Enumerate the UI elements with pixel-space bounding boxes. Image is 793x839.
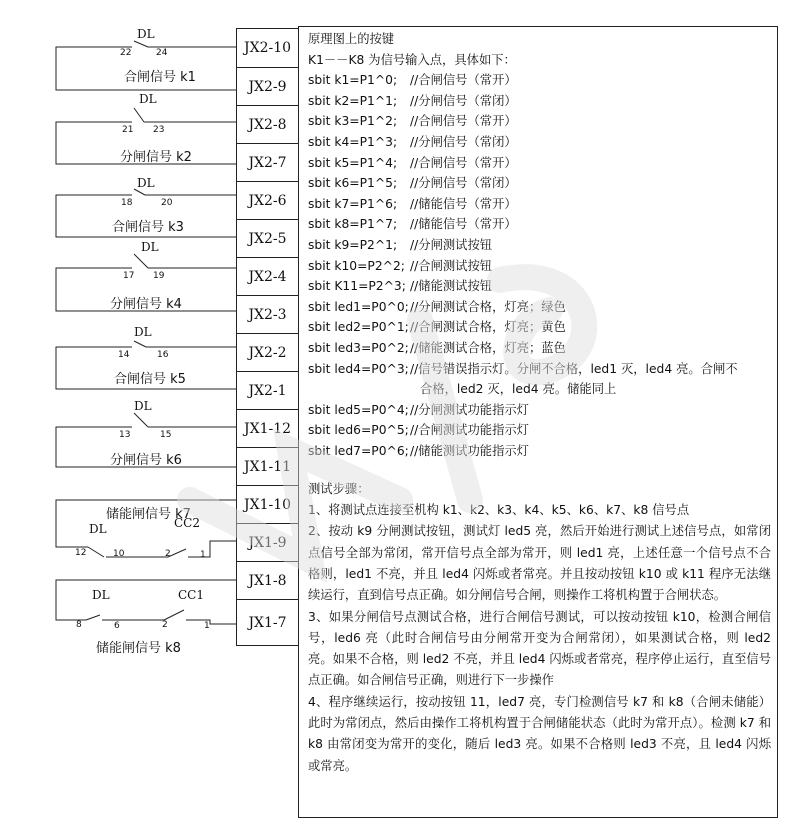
dl-label-k8: DL xyxy=(92,588,110,602)
pin-label: 12 xyxy=(75,548,87,558)
code-comment: //合闸信号（常开） xyxy=(410,114,517,129)
signal-label-k3: 合闸信号 k3 xyxy=(112,220,184,235)
code-decl: sbit led2=P0^1; xyxy=(308,320,409,335)
dl-label-k2: DL xyxy=(139,92,157,106)
code-line xyxy=(308,194,771,215)
pin-label: 1 xyxy=(200,550,206,560)
cc2-label: CC2 xyxy=(174,516,200,530)
signal-label-k7: 储能闸信号 k7 xyxy=(106,507,191,522)
code-line xyxy=(308,317,771,338)
pin-label: 8 xyxy=(76,620,82,630)
code-comment: //分闸信号（常闭） xyxy=(410,93,517,108)
terminal-jx1-7: JX1-7 xyxy=(236,599,299,646)
code-comment: //分闸测试功能指示灯 xyxy=(410,402,529,417)
code-line xyxy=(308,214,771,235)
code-comment: //分闸测试合格，灯亮；绿色 xyxy=(410,299,566,314)
code-line xyxy=(308,441,771,462)
step-4: 4、程序继续运行，按动按钮 11，led7 亮，专门检测信号 k7 和 k8（合闸未储能）此时为常闭点，然后由操作工将机构置于合闸储能状态（此时为常开点）。检测 k7 和 k8 由常闭变为常开的变化，随后 led3 亮。如果不合格则 led3 不亮，且 led4 闪烁或常亮。 xyxy=(308,694,771,773)
code-decl: sbit led3=P0^2; xyxy=(308,340,409,355)
step-2: 2、按动 k9 分闸测试按钮，测试灯 led5 亮，然后开始进行测试上述信号点，如常闭点信号全部为常闭，常开信号点全部为常开，则 led1 亮，上述任意一个信号点不合格则，led1 不亮，并且 led4 闪烁或者常亮。并且按动按钮 k10 或 k11 程序无法继续运行，直到信号点正确。如分闸信号合闸，则操作工将机构置于合闸状态。 xyxy=(308,524,771,603)
code-comment: //储能信号（常开） xyxy=(410,196,517,211)
pin-label: 14 xyxy=(118,350,130,360)
description-panel xyxy=(298,26,778,818)
dl-label-k4: DL xyxy=(141,240,159,254)
pin-label: 23 xyxy=(153,125,165,135)
code-list xyxy=(308,70,771,461)
contact-k8-dl xyxy=(86,615,100,620)
pin-label: 21 xyxy=(122,125,134,135)
code-decl: sbit led7=P0^6; xyxy=(308,443,409,458)
dl-label-k5: DL xyxy=(134,325,152,339)
code-decl: sbit k9=P2^1; xyxy=(308,237,398,252)
cc1-label: CC1 xyxy=(178,588,204,602)
terminal-jx2-9: JX2-9 xyxy=(236,67,299,106)
code-line xyxy=(308,400,771,421)
code-comment: //合闸信号（常开） xyxy=(410,73,517,88)
code-comment: //合闸测试合格，灯亮；黄色 xyxy=(410,320,566,335)
pin-label: 20 xyxy=(161,198,173,208)
pin-label: 2 xyxy=(162,620,168,630)
terminal-jx1-10: JX1-10 xyxy=(236,485,299,524)
dl-label-k6: DL xyxy=(134,399,152,413)
terminal-jx2-8: JX2-8 xyxy=(236,105,299,144)
code-line xyxy=(308,173,771,194)
terminal-jx2-3: JX2-3 xyxy=(236,295,299,334)
signal-label-k4: 分闸信号 k4 xyxy=(110,297,182,312)
code-line xyxy=(308,359,771,380)
code-line xyxy=(308,297,771,318)
code-line xyxy=(308,111,771,132)
panel-intro: K1－－K8 为信号输入点，具体如下： xyxy=(308,52,516,67)
dl-label-k1: DL xyxy=(137,27,155,41)
pin-label: 19 xyxy=(153,271,165,281)
code-decl: sbit led6=P0^5; xyxy=(308,423,409,438)
code-decl: sbit k6=P1^5; xyxy=(308,176,398,191)
terminal-jx1-11: JX1-11 xyxy=(236,447,299,486)
terminal-jx2-10: JX2-10 xyxy=(236,28,299,68)
pin-label: 18 xyxy=(121,198,133,208)
terminal-jx2-7: JX2-7 xyxy=(236,143,299,182)
code-line xyxy=(308,153,771,174)
terminal-jx2-6: JX2-6 xyxy=(236,181,299,220)
pin-label: 16 xyxy=(157,350,169,360)
code-decl: sbit k8=P1^7; xyxy=(308,217,398,232)
terminal-jx1-8: JX1-8 xyxy=(236,561,299,600)
code-decl: sbit K11=P2^3; xyxy=(308,279,406,294)
code-decl: sbit k7=P1^6; xyxy=(308,196,398,211)
contact-k5 xyxy=(134,341,146,347)
code-line xyxy=(308,420,771,441)
code-decl: sbit k1=P1^0; xyxy=(308,73,398,88)
pin-label: 24 xyxy=(156,48,168,58)
code-comment: //分闸信号（常闭） xyxy=(410,176,517,191)
contact-k7-dl xyxy=(88,547,104,557)
panel-title: 原理图上的按键 xyxy=(308,32,395,46)
terminal-jx1-12: JX1-12 xyxy=(236,409,299,448)
signal-label-k8: 储能闸信号 k8 xyxy=(96,641,181,656)
code-comment: //储能测试按钮 xyxy=(410,279,493,294)
wire-k8 xyxy=(56,580,237,620)
code-line xyxy=(308,70,771,91)
code-comment: //储能测试功能指示灯 xyxy=(410,443,529,458)
code-comment: //分闸信号（常闭） xyxy=(410,134,517,149)
contact-k8-cc1 xyxy=(164,610,184,620)
signal-label-k1: 合闸信号 k1 xyxy=(124,70,196,85)
terminal-jx1-9: JX1-9 xyxy=(236,523,299,562)
pin-label: 15 xyxy=(160,430,172,440)
code-decl: sbit k3=P1^2; xyxy=(308,114,398,129)
signal-label-k6: 分闸信号 k6 xyxy=(110,453,182,468)
code-decl: sbit led4=P0^3; xyxy=(308,361,409,376)
pin-label: 13 xyxy=(119,430,131,440)
dl-label-k7: DL xyxy=(89,522,107,536)
pin-label: 17 xyxy=(123,271,135,281)
code-comment: //信号错误指示灯。分闸不合格，led1 灭，led4 亮。合闸不 xyxy=(410,361,738,376)
pin-label: 1 xyxy=(204,621,210,631)
steps-title: 测试步骤： xyxy=(308,482,370,497)
terminal-jx2-1: JX2-1 xyxy=(236,371,299,410)
step-3: 3、如果分闸信号点测试合格，进行合闸信号测试，可以按动按钮 k10，检测合闸信号，led6 亮（此时合闸信号由分闸常开变为合闸常闭），如果测试合格，则 led2 亮。如果不合格，则 led2 不亮，并且 led4 闪烁或者常亮，程序停止运行，直至信号点正确。如合闸信号正确，则进行下一步操作 xyxy=(308,609,771,688)
code-comment: //合闸信号（常开） xyxy=(410,155,517,170)
pin-label: 2 xyxy=(165,549,171,559)
step-1: 1、将测试点连接至机构 k1、k2、k3、k4、k5、k6、k7、k8 信号点 xyxy=(308,503,690,518)
contact-k2 xyxy=(134,108,144,122)
code-comment: //分闸测试按钮 xyxy=(410,237,493,252)
signal-label-k5: 合闸信号 k5 xyxy=(114,372,186,387)
code-decl: sbit led5=P0^4; xyxy=(308,402,409,417)
code-line xyxy=(308,91,771,112)
contact-k6 xyxy=(134,413,148,427)
code-comment: //合闸测试按钮 xyxy=(410,258,493,273)
code-continuation: 合格，led2 灭，led4 亮。储能同上 xyxy=(420,382,617,397)
terminal-jx2-2: JX2-2 xyxy=(236,333,299,372)
terminal-jx2-4: JX2-4 xyxy=(236,257,299,296)
code-line xyxy=(308,132,771,153)
code-decl: sbit k4=P1^3; xyxy=(308,134,398,149)
pin-label: 6 xyxy=(114,621,120,631)
code-decl: sbit k5=P1^4; xyxy=(308,155,398,170)
code-line xyxy=(308,276,771,297)
contact-k4 xyxy=(134,254,148,268)
contact-k1 xyxy=(134,41,148,47)
terminal-jx2-5: JX2-5 xyxy=(236,219,299,258)
dl-label-k3: DL xyxy=(137,176,155,190)
pin-label: 22 xyxy=(120,48,132,58)
code-line xyxy=(308,235,771,256)
code-decl: sbit k2=P1^1; xyxy=(308,93,398,108)
code-comment: //储能信号（常开） xyxy=(410,217,517,232)
code-decl: sbit k10=P2^2; xyxy=(308,258,405,273)
code-line xyxy=(308,256,771,277)
code-comment: //合闸测试功能指示灯 xyxy=(410,423,529,438)
pin-label: 10 xyxy=(113,549,125,559)
code-line xyxy=(308,338,771,359)
signal-label-k2: 分闸信号 k2 xyxy=(120,150,192,165)
code-decl: sbit led1=P0^0; xyxy=(308,299,409,314)
code-comment: //储能测试合格，灯亮；蓝色 xyxy=(410,340,566,355)
